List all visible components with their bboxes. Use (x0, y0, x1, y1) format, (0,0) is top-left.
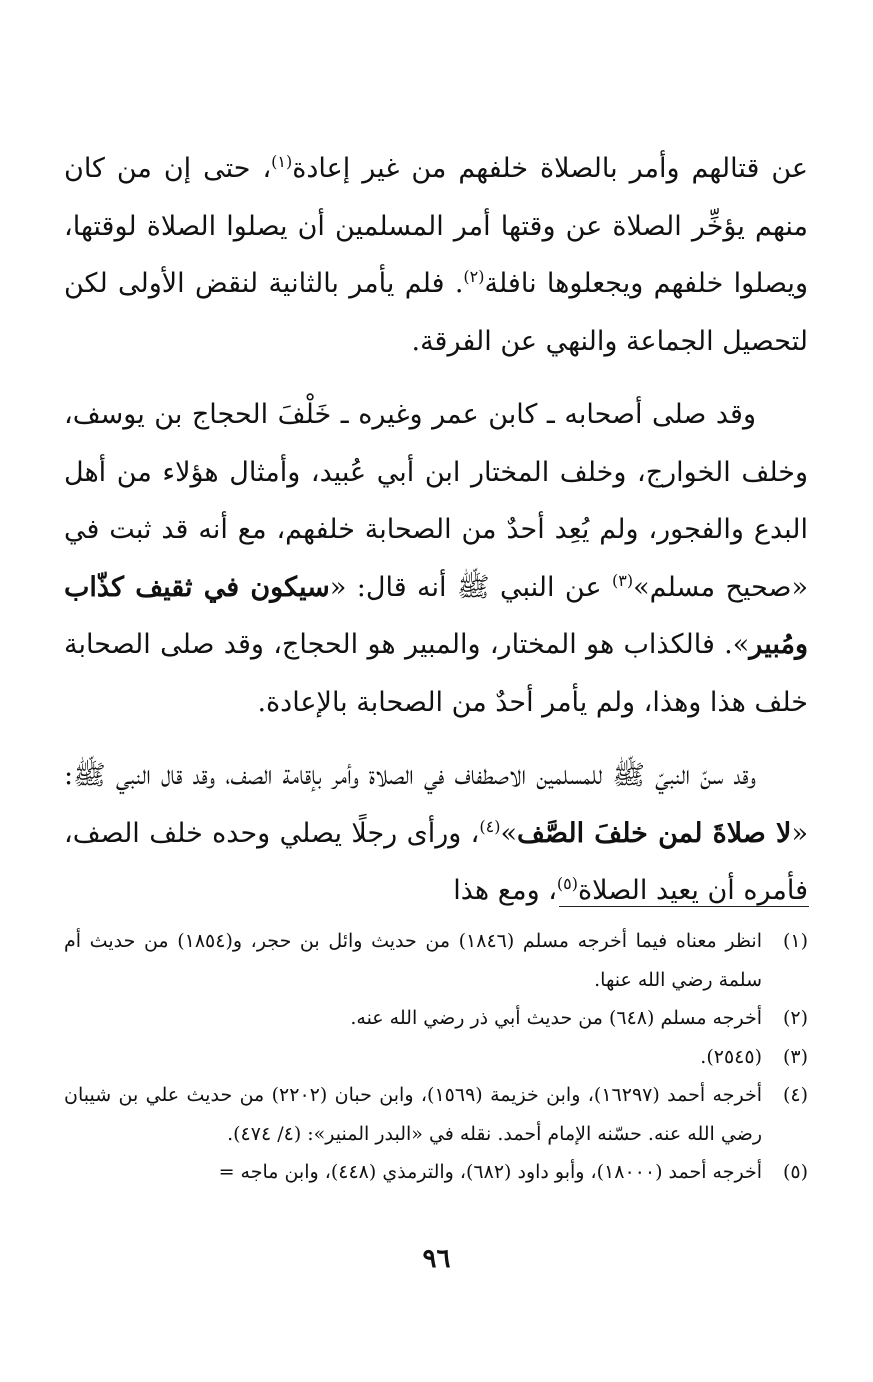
paragraph-2 (64, 386, 808, 731)
paragraph-1-text-2: ، حتى إن من كان منهم يؤخِّر الصلاة عن وقتها أمر المسلمين أن يصلوا الصلاة لوقتها، ويصلوا خلفهم ويجعلوها نافلة (64, 153, 808, 299)
paragraph-3-text-4: ، ومع هذا (453, 875, 557, 906)
footnote-text: أخرجه أحمد (١٨٠٠٠)، وأبو داود (٦٨٢)، والترمذي (٤٤٨)، وابن ماجه = (218, 1161, 762, 1183)
footnote-text: أخرجه أحمد (١٦٢٩٧)، وابن خزيمة (١٥٦٩)، وابن حبان (٢٢٠٢) من حديث علي بن شيبان رضي الله عنه. حسّنه الإمام أحمد. نقله في «البدر المنير»: (٤/ ٤٧٤). (64, 1084, 762, 1145)
footnote-number: (١) (782, 930, 808, 952)
paragraph-2-text-1: وقد صلى أصحابه ـ كابن عمر وغيره ـ خَلْفَ الحجاج بن يوسف، وخلف الخوارج، وخلف المختار ابن أبي عُبيد، وأمثال هؤلاء من أهل البدع والفجور، ولم يُعِد أحدٌ من الصحابة خلفهم، مع أنه قد ثبت في «صحيح مسلم» (64, 399, 808, 603)
page-number: ٩٦ (422, 1244, 451, 1274)
paragraph-2-text-3: ». فالكذاب هو المختار، والمبير هو الحجاج، وقد صلى الصحابة خلف هذا وهذا، ولم يأمر أحدٌ من الصحابة بالإعادة. (64, 629, 808, 718)
footnote-3 (64, 1038, 808, 1077)
footnote-2 (64, 999, 808, 1038)
footnote-5 (64, 1153, 808, 1192)
footnote-number: (٤) (782, 1084, 808, 1106)
hadith-quote-2: لا صلاةَ لمن خلفَ الصَّف (517, 817, 792, 849)
footnote-ref-3: (٣) (612, 570, 634, 590)
footnote-divider (559, 906, 809, 907)
footnote-text: انظر معناه فيما أخرجه مسلم (١٨٤٦) من حديث وائل بن حجر، و(١٨٥٤) من حديث أم سلمة رضي الله عنها. (64, 930, 762, 991)
footnote-4 (64, 1076, 808, 1153)
footnote-number: (٣) (782, 1045, 808, 1068)
paragraph-1-text-1: عن قتالهم وأمر بالصلاة خلفهم من غير إعادة (292, 153, 809, 184)
paragraph-1-text-3: . فلم يأمر بالثانية لنقض الأولى لكن لتحصيل الجماعة والنهي عن الفرقة. (64, 268, 808, 357)
hadith-quote-1: سيكون في ثقيف كذّاب ومُبير (64, 571, 808, 660)
main-text (64, 140, 808, 920)
paragraph-2-text-2: عن النبي ﷺ أنه قال: « (329, 571, 613, 603)
footnote-number: (٥) (782, 1161, 808, 1183)
footnote-number: (٢) (782, 1007, 808, 1029)
paragraph-3-text-3: ، ورأى رجلًا يصلي وحده خلف الصف، فأمره أن يعيد الصلاة (64, 817, 808, 906)
footnotes (64, 922, 808, 1192)
paragraph-3-text-2: » (500, 817, 517, 849)
paragraph-1 (64, 140, 808, 370)
footnote-ref-2: (٢) (463, 267, 485, 286)
footnote-ref-1: (١) (271, 152, 293, 171)
paragraph-3 (64, 747, 808, 920)
footnote-text: أخرجه مسلم (٦٤٨) من حديث أبي ذر رضي الله عنه. (350, 1007, 762, 1029)
footnote-ref-4: (٤) (479, 816, 501, 836)
footnote-1 (64, 922, 808, 999)
footnote-ref-5: (٥) (556, 874, 579, 893)
paragraph-3-text-1: وقد سنّ النبيّ ﷺ للمسلمين الاصطفاف في الصلاة وأمر بإقامة الصف، وقد قال النبي ﷺ: « (64, 760, 808, 849)
footnote-text: (٢٥٤٥). (700, 1045, 762, 1068)
